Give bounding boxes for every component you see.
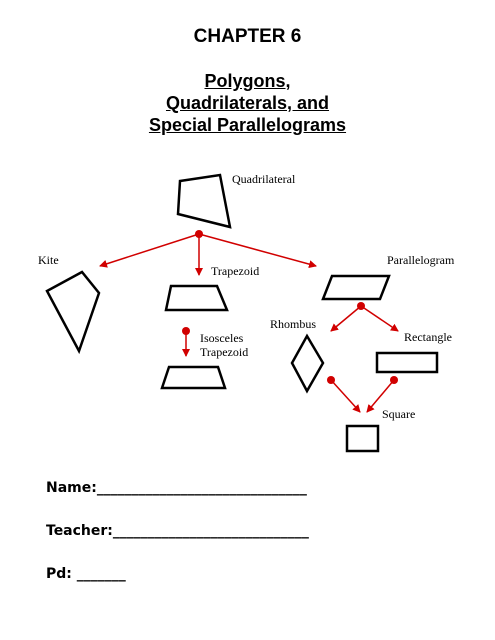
chapter-heading: CHAPTER 6 [193, 26, 302, 47]
arrow-to-kite [100, 234, 199, 266]
parallelogram-label: Parallelogram [387, 253, 455, 267]
trapezoid-shape [166, 286, 227, 310]
isosceles-trapezoid-shape [162, 367, 225, 388]
arrow-to-rhombus [331, 306, 361, 331]
arrow-rhombus-to-square [331, 380, 360, 412]
arrow-to-rectangle [361, 306, 398, 331]
rhombus-shape [292, 336, 323, 391]
kite-label: Kite [38, 253, 59, 267]
trapezoid-label: Trapezoid [211, 264, 260, 278]
name-field[interactable]: Name:______________________________ [46, 480, 307, 496]
parallelogram-shape [323, 276, 389, 299]
period-field[interactable]: Pd: _______ [46, 566, 126, 582]
rhombus-label: Rhombus [270, 317, 317, 331]
title-line-3: Special Parallelograms [148, 115, 347, 135]
isosceles-label-line-1: Isosceles [200, 331, 244, 345]
square-shape [347, 426, 378, 451]
quadrilateral-label: Quadrilateral [232, 172, 296, 186]
square-label: Square [382, 407, 416, 421]
rectangle-shape [377, 353, 437, 372]
kite-shape [47, 272, 99, 351]
isosceles-label-line-2: Trapezoid [200, 345, 249, 359]
title-line-2: Quadrilaterals, and [165, 93, 330, 113]
teacher-field[interactable]: Teacher:____________________________ [46, 523, 309, 539]
rectangle-label: Rectangle [404, 330, 452, 344]
quadrilateral-shape [178, 175, 230, 227]
arrow-to-parallelogram [199, 234, 316, 266]
title-line-1: Polygons, [204, 71, 291, 91]
